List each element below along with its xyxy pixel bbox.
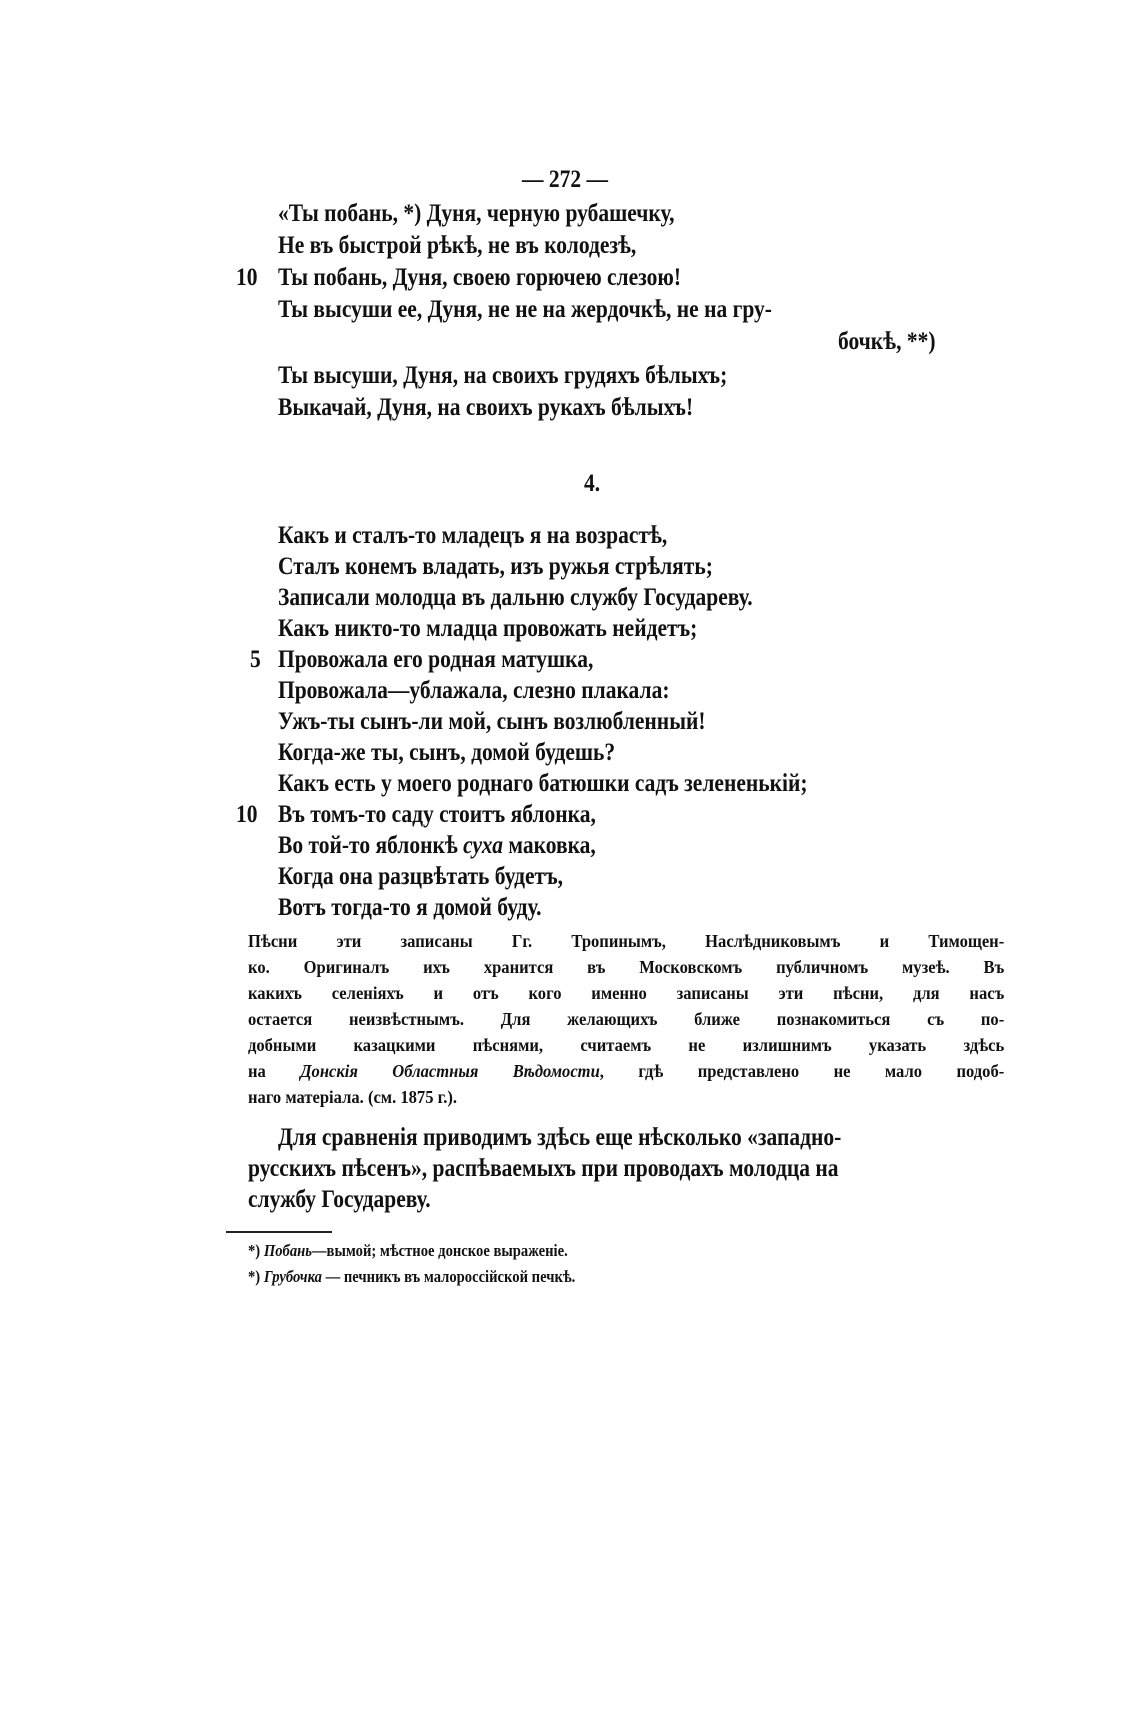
verse-line: Ужъ-ты сынъ-ли мой, сынъ возлюбленный!	[278, 708, 706, 735]
verse-line: Въ томъ-то саду стоитъ яблонка,	[278, 801, 596, 828]
verse-line: Ты побань, Дуня, своею горючею слезою!	[278, 264, 682, 291]
verse-line: «Ты побань, *) Дуня, черную рубашечку,	[278, 200, 675, 227]
verse-line: Ты высуши ее, Дуня, не не на жердочкѣ, не на гру-	[278, 296, 772, 323]
footnote-mark: *)	[248, 1267, 261, 1286]
note-line: ко. Оригиналъ ихъ хранится въ Московскомъ публичномъ музеѣ. Въ	[248, 957, 1005, 977]
footnote-term: Побань	[263, 1241, 312, 1260]
verse-line: Ты высуши, Дуня, на своихъ грудяхъ бѣлыхъ;	[278, 362, 728, 389]
footnote-rule	[226, 1231, 332, 1233]
note-line: на Донскія Областныя Вѣдомости, гдѣ представлено не мало подоб-	[248, 1061, 1005, 1081]
note-line: добными казацкими пѣснями, считаемъ не излишнимъ указать здѣсь	[248, 1035, 1005, 1055]
verse-line: Когда-же ты, сынъ, домой будешь?	[278, 739, 616, 766]
note-line: Пѣсни эти записаны Гг. Тропинымъ, Наслѣдниковымъ и Тимощен-	[248, 931, 1005, 951]
note-line: какихъ селеніяхъ и отъ кого именно записаны эти пѣсни, для насъ	[248, 983, 1005, 1003]
verse-line: Выкачай, Дуня, на своихъ рукахъ бѣлыхъ!	[278, 394, 694, 421]
closing-line: службу Государеву.	[248, 1186, 431, 1213]
verse-line: Какъ есть у моего роднаго батюшки садъ зелененькій;	[278, 770, 808, 797]
verse-line: Какъ никто-то младца провожать нейдетъ;	[278, 615, 698, 642]
verse-line: бочкѣ, **)	[838, 328, 936, 355]
line-number: 10	[236, 264, 258, 291]
verse-line: Сталъ конемъ владать, изъ ружья стрѣлять;	[278, 553, 713, 580]
closing-line: Для сравненія приводимъ здѣсь еще нѣсколько «западно-	[278, 1124, 842, 1151]
footnote-text: —вымой; мѣстное донское выраженіе.	[311, 1241, 568, 1260]
note-line: наго матеріала. (см. 1875 г.).	[248, 1087, 458, 1107]
footnote-term: Грубочка	[263, 1267, 322, 1286]
line-number: 5	[250, 646, 261, 673]
verse-line: Провожала его родная матушка,	[278, 646, 594, 673]
footnote-text: — печникъ въ малороссійской печкѣ.	[321, 1267, 576, 1286]
verse-line: Записали молодца въ дальню службу Государеву.	[278, 584, 753, 611]
footnote	[248, 1267, 575, 1287]
footnote	[248, 1241, 568, 1261]
verse-line: Во той-то яблонкѣ суха маковка,	[278, 832, 596, 859]
verse-line: Провожала—ублажала, слезно плакала:	[278, 677, 670, 704]
closing-line: русскихъ пѣсенъ», распѣваемыхъ при проводахъ молодца на	[248, 1155, 839, 1182]
verse-line: Когда она разцвѣтать будетъ,	[278, 863, 564, 890]
footnote-mark: *)	[248, 1241, 261, 1260]
verse-line: Не въ быстрой рѣкѣ, не въ колодезѣ,	[278, 232, 637, 259]
note-line: остается неизвѣстнымъ. Для желающихъ ближе познакомиться съ по-	[248, 1009, 1005, 1029]
line-number: 10	[236, 801, 258, 828]
section-heading: 4.	[584, 470, 601, 497]
page-number: — 272 —	[522, 166, 608, 193]
verse-line: Вотъ тогда-то я домой буду.	[278, 894, 542, 921]
verse-line: Какъ и сталъ-то младецъ я на возрастѣ,	[278, 522, 668, 549]
